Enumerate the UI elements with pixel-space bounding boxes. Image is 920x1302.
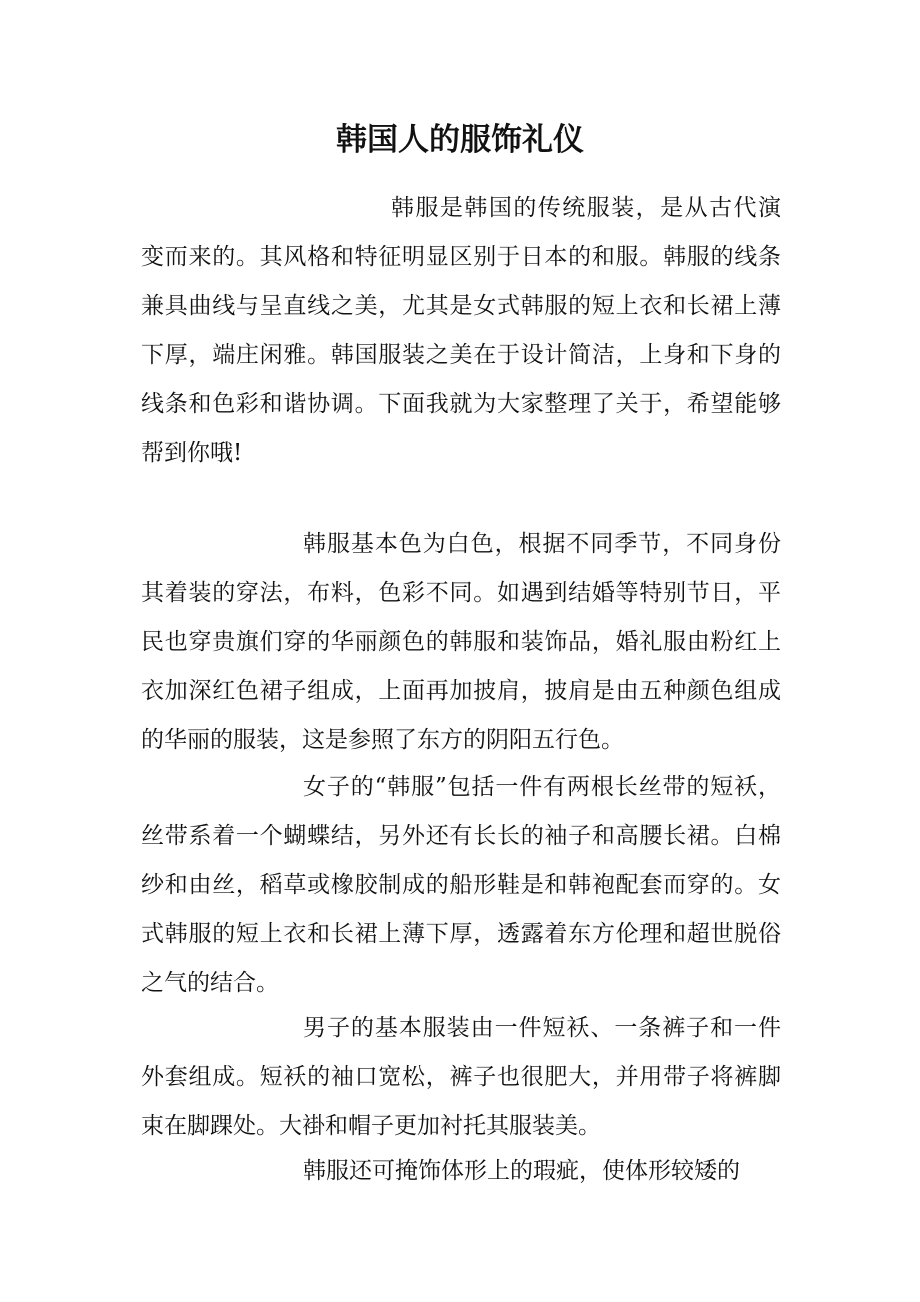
paragraph-men-hanbok: 男子的基本服装由一件短袄、一条裤子和一件外套组成。短袄的袖口宽松，裤子也很肥大，并用带子将裤脚束在脚踝处。大褂和帽子更加衬托其服装美。 bbox=[141, 1015, 781, 1139]
paragraph-women-hanbok: 女子的“韩服”包括一件有两根长丝带的短袄，丝带系着一个蝴蝶结，另外还有长长的袖子和高腰长裙。白棉纱和由丝，稻草或橡胶制成的船形鞋是和韩袍配套而穿的。女式韩服的短上衣和长裙上薄下厚，透露着东方伦理和超世脱俗之气的结合。 bbox=[141, 774, 781, 996]
paragraph-figure: 韩服还可掩饰体形上的瑕疵，使体形较矮的 bbox=[303, 1158, 740, 1184]
paragraph-colors: 韩服基本色为白色，根据不同季节，不同身份其着装的穿法，布料，色彩不同。如遇到结婚等特别节日，平民也穿贵旗们穿的华丽颜色的韩服和装饰品，婚礼服由粉红上衣加深红色裙子组成，上面再加披肩，披肩是由五种颜色组成的华丽的服装，这是参照了东方的阴阳五行色。 bbox=[141, 531, 781, 753]
document-title: 韩国人的服饰礼仪 bbox=[336, 122, 584, 158]
paragraph-intro: 韩服是韩国的传统服装，是从古代演变而来的。其风格和特征明显区别于日本的和服。韩服的线条兼具曲线与呈直线之美，尤其是女式韩服的短上衣和长裙上薄下厚，端庄闲雅。韩国服装之美在于设计简洁，上身和下身的线条和色彩和谐协调。下面我就为大家整理了关于，希望能够帮到你哦! bbox=[141, 195, 781, 466]
